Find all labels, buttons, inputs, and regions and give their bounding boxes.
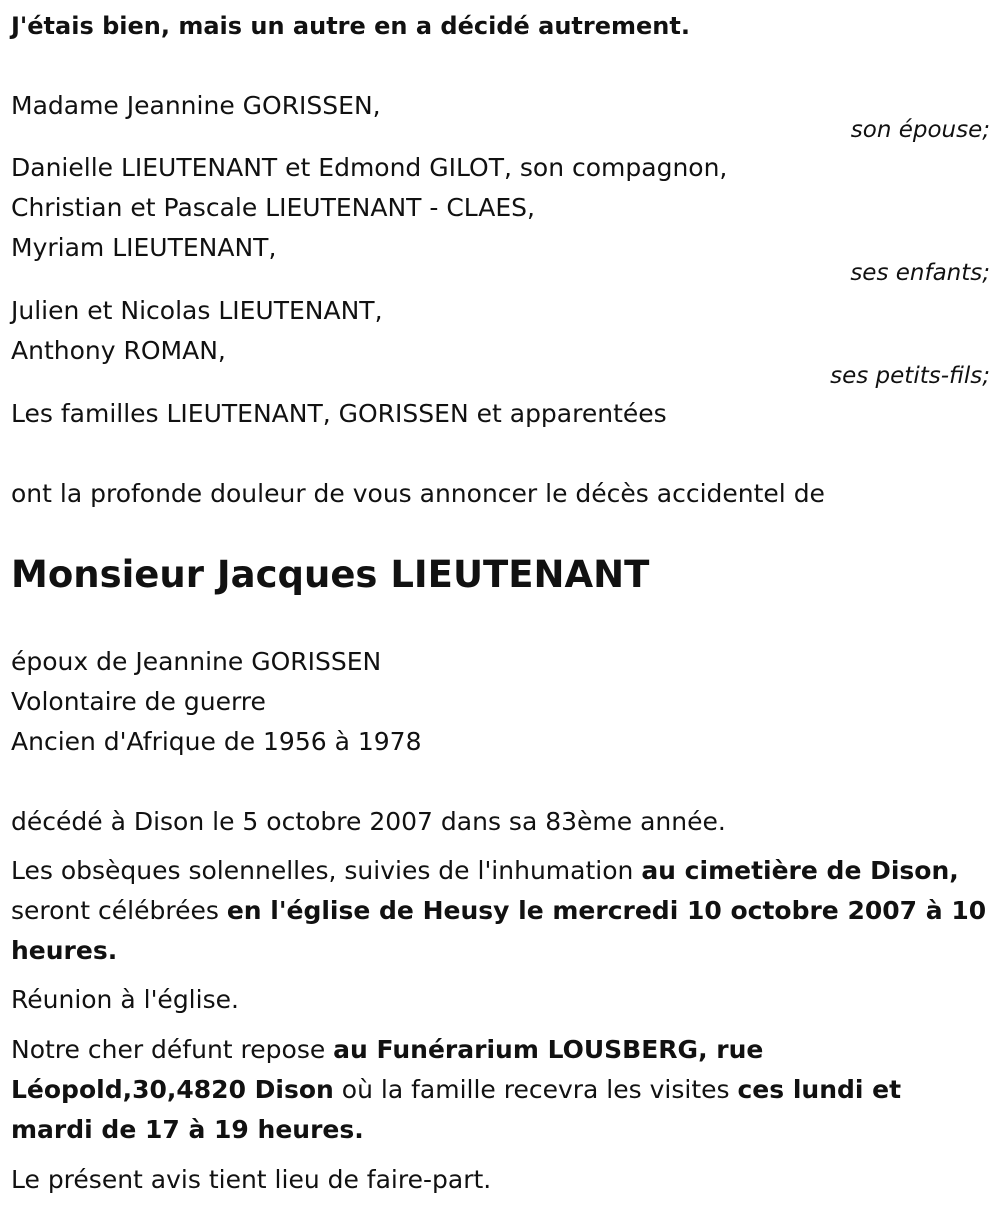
visit-text: où la famille recevra les visites	[333, 1075, 738, 1104]
families-line: Les familles LIEUTENANT, GORISSEN et apparentées	[11, 399, 667, 428]
visit-line	[11, 1070, 901, 1110]
meeting-line: Réunion à l'église.	[11, 985, 239, 1014]
notice-title: J'étais bien, mais un autre en a décidé autrement.	[11, 12, 690, 40]
grandchild-name: Anthony ROMAN,	[11, 336, 226, 365]
grandchildren-role: ses petits-fils;	[830, 363, 990, 389]
funeral-time: heures.	[11, 936, 118, 965]
announcement-line: ont la profonde douleur de vous annoncer le décès accidentel de	[11, 479, 825, 508]
deceased-detail: époux de Jeannine GORISSEN	[11, 647, 382, 676]
deceased-detail: Ancien d'Afrique de 1956 à 1978	[11, 727, 422, 756]
funeral-location: au cimetière de Dison,	[641, 856, 959, 885]
visit-place: au Funérarium LOUSBERG, rue	[333, 1035, 764, 1064]
spouse-name: Madame Jeannine GORISSEN,	[11, 91, 381, 120]
funeral-line	[11, 891, 986, 931]
deceased-detail: Volontaire de guerre	[11, 687, 266, 716]
funeral-line	[11, 851, 959, 891]
child-name: Christian et Pascale LIEUTENANT - CLAES,	[11, 193, 535, 222]
funeral-ceremony: en l'église de Heusy le mercredi 10 octobre 2007 à 10	[226, 896, 987, 925]
funeral-text: seront célébrées	[11, 896, 227, 925]
visit-hours: mardi de 17 à 19 heures.	[11, 1115, 364, 1144]
grandchild-name: Julien et Nicolas LIEUTENANT,	[11, 296, 383, 325]
child-name: Danielle LIEUTENANT et Edmond GILOT, son compagnon,	[11, 153, 728, 182]
deceased-name: Monsieur Jacques LIEUTENANT	[11, 553, 650, 596]
spouse-role: son épouse;	[850, 117, 990, 143]
visit-address: Léopold,30,4820 Dison	[11, 1075, 334, 1104]
visit-days: ces lundi et	[737, 1075, 902, 1104]
death-line: décédé à Dison le 5 octobre 2007 dans sa 83ème année.	[11, 807, 726, 836]
child-name: Myriam LIEUTENANT,	[11, 233, 277, 262]
children-role: ses enfants;	[850, 260, 990, 286]
closing-line: Le présent avis tient lieu de faire-part.	[11, 1165, 492, 1194]
visit-line	[11, 1030, 763, 1070]
funeral-text: Les obsèques solennelles, suivies de l'inhumation	[11, 856, 642, 885]
visit-text: Notre cher défunt repose	[11, 1035, 334, 1064]
